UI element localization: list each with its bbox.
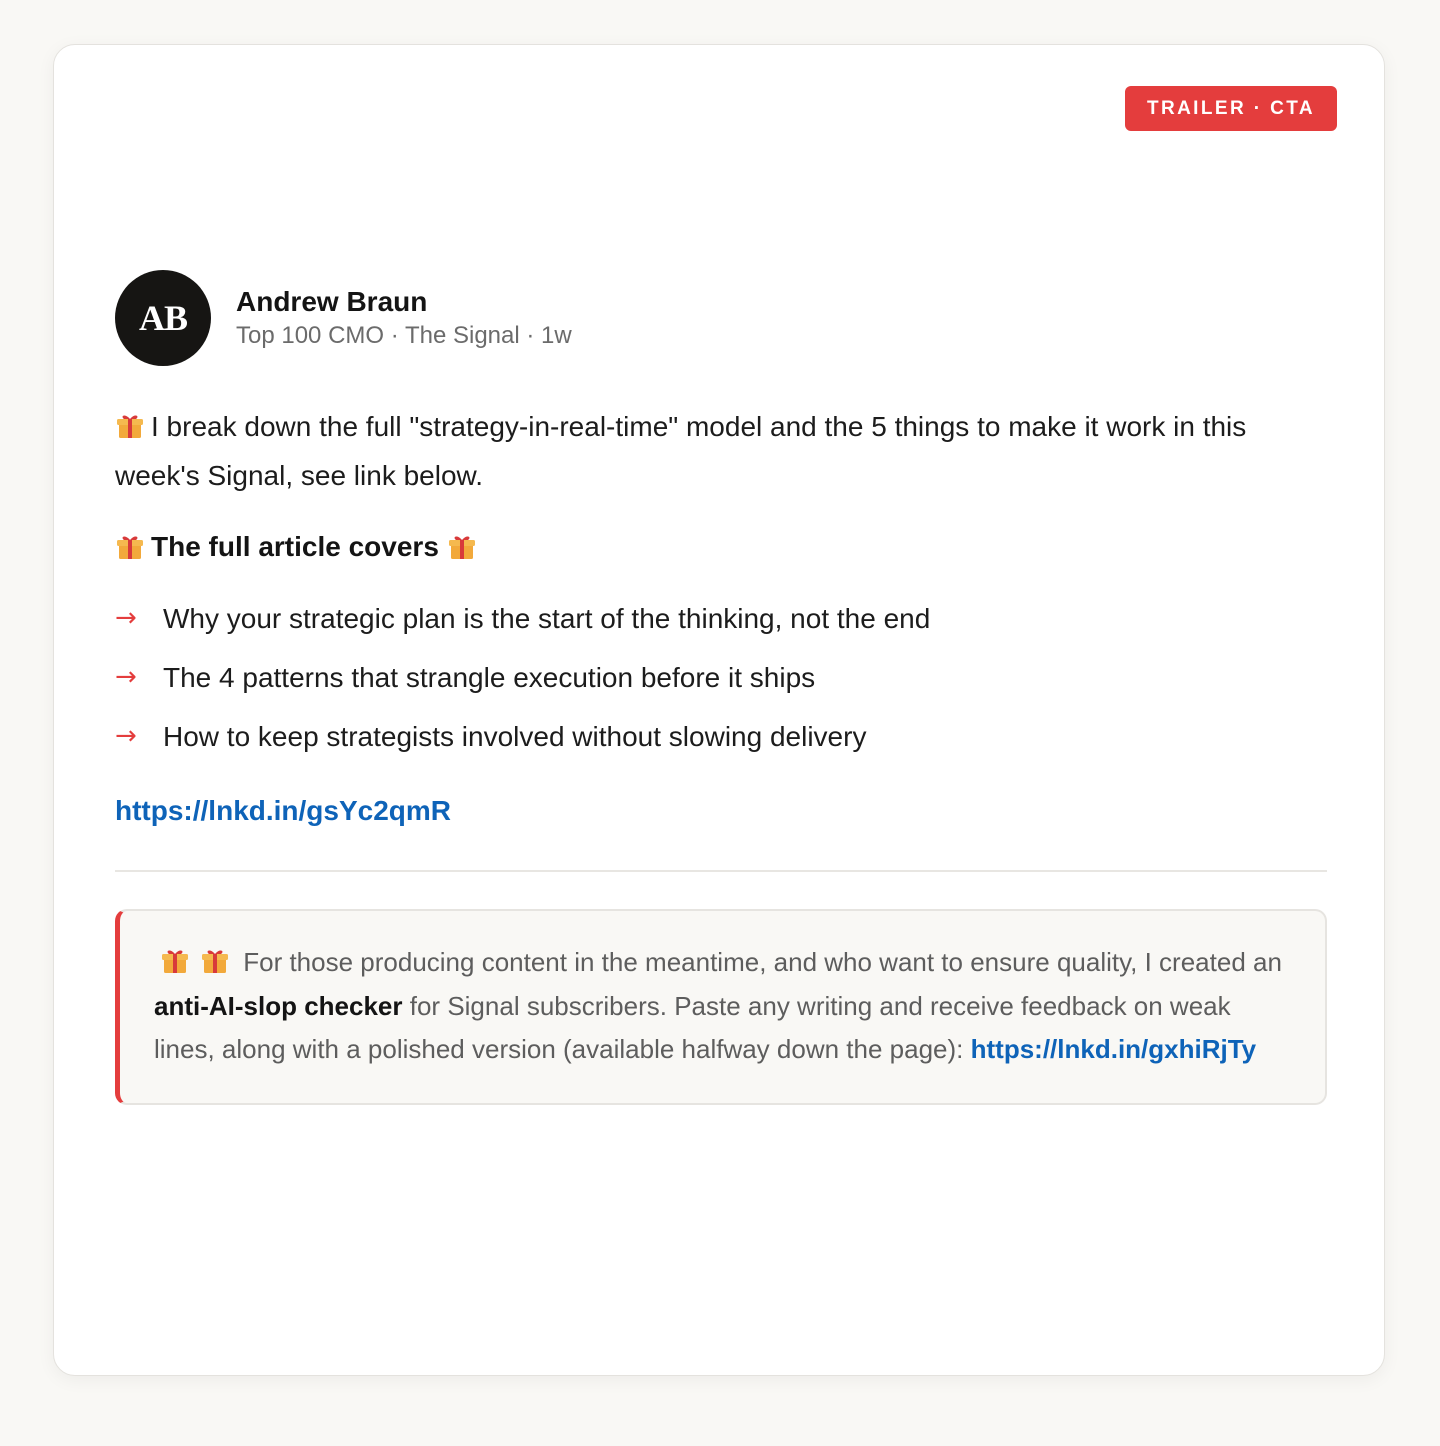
trailer-cta-badge: TRAILER · CTA: [1125, 86, 1337, 131]
gift-icon: [115, 533, 145, 561]
callout-box: [115, 909, 1327, 1105]
avatar[interactable]: AB: [115, 270, 211, 366]
list-item: [115, 717, 1327, 756]
covers-heading-text: The full article covers: [151, 531, 439, 562]
callout-text-after: for Signal subscribers. Paste any writing and receive feedback on weak lines, along with a polished version (available halfway down the page):: [154, 990, 1231, 1064]
divider: [115, 870, 1327, 872]
arrow-right-icon: →: [115, 721, 137, 751]
callout-text-before: For those producing content in the meantime, and who want to ensure quality, I created an: [243, 947, 1282, 977]
gift-icon: [160, 947, 190, 975]
list-item: [115, 658, 1327, 697]
callout-bold-text: anti-AI-slop checker: [154, 990, 403, 1021]
post-body: [115, 402, 1327, 1105]
list-item-text: Why your strategic plan is the start of the thinking, not the end: [163, 603, 931, 634]
author-info: [236, 285, 572, 352]
post-intro: [115, 402, 1327, 500]
covers-list: [115, 599, 1327, 756]
list-item-text: The 4 patterns that strangle execution before it ships: [163, 662, 816, 693]
article-link[interactable]: https://lnkd.in/gsYc2qmR: [115, 795, 452, 826]
post-intro-text: I break down the full "strategy-in-real-time" model and the 5 things to make it work in this week's Signal, see link below.: [115, 411, 1247, 491]
arrow-right-icon: →: [115, 603, 137, 633]
author-meta: Top 100 CMO · The Signal · 1w: [236, 321, 572, 349]
gift-icon: [115, 412, 145, 440]
checker-link[interactable]: https://lnkd.in/gxhiRjTy: [970, 1034, 1257, 1064]
list-item-text: How to keep strategists involved without slowing delivery: [163, 721, 867, 752]
gift-icon: [200, 947, 230, 975]
author-header: [115, 270, 572, 366]
list-item: [115, 599, 1327, 638]
post-card: [53, 44, 1385, 1376]
covers-heading: [115, 527, 1327, 567]
author-name[interactable]: Andrew Braun: [236, 285, 428, 317]
arrow-right-icon: →: [115, 662, 137, 692]
gift-icon: [447, 533, 477, 561]
